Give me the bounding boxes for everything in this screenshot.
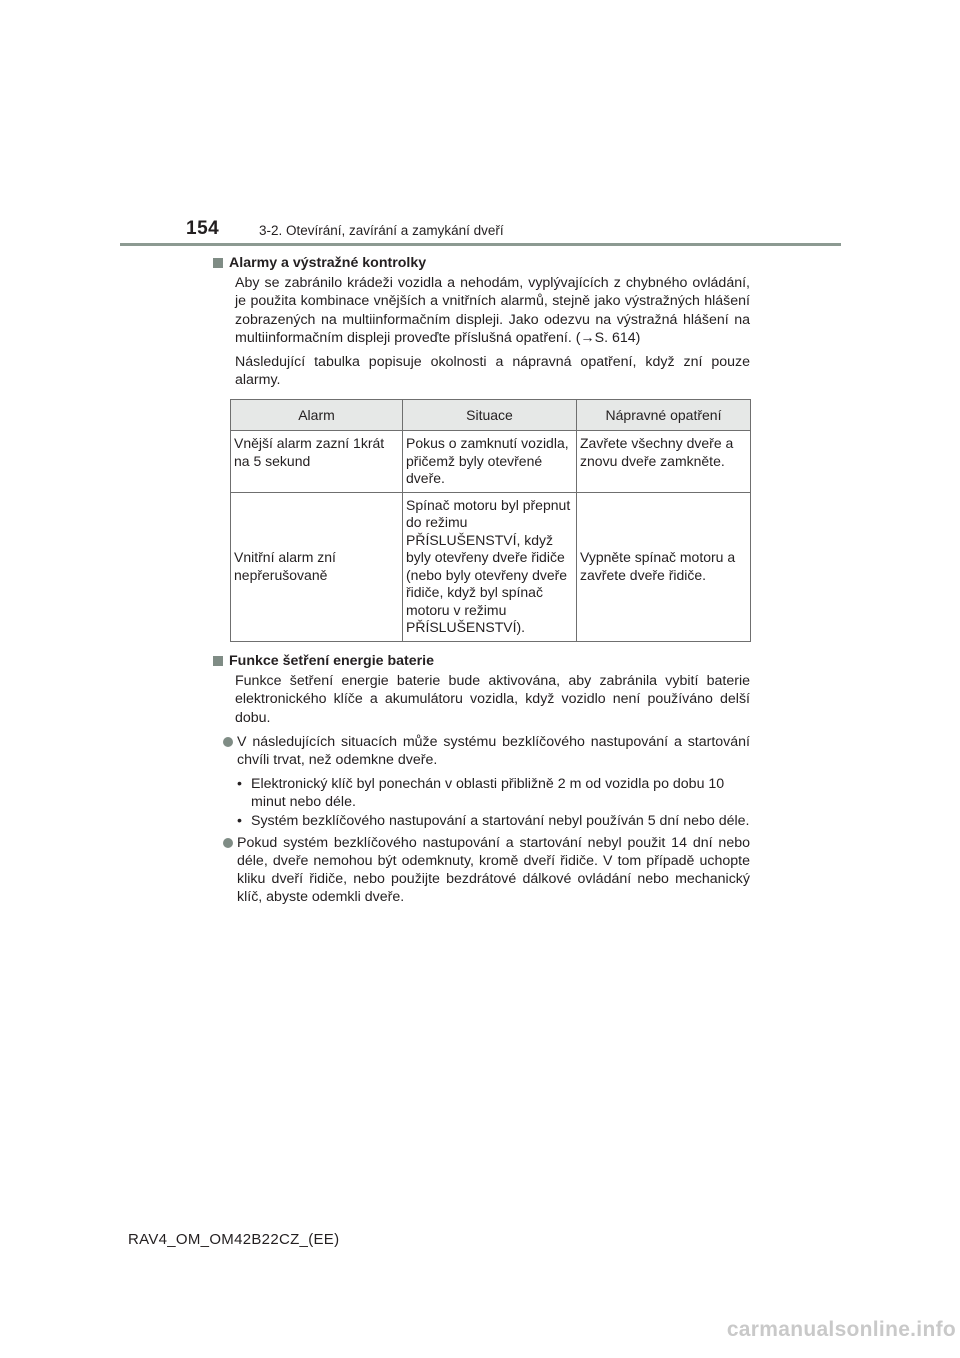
section-title-text: Funkce šetření energie baterie (229, 652, 435, 669)
circle-bullet-icon (223, 737, 233, 747)
running-head: 3-2. Otevírání, zavírání a zamykání dveří (259, 223, 504, 238)
sub-list-item-text: Elektronický klíč byl ponechán v oblasti přibližně 2 m od vozidla po dobu 10 minut nebo déle. (251, 776, 725, 811)
bullet-mark: • (237, 812, 242, 829)
section-title-alarms (210, 254, 750, 272)
table-header-situation: Situace (403, 400, 577, 431)
table-cell: Zavřete všechny dveře a znovu dveře zamkněte. (577, 431, 751, 493)
table-cell: Spínač motoru byl přepnut do režimu PŘÍSLUŠENSTVÍ, když byly otevřeny dveře řidiče (nebo byly otevřeny dveře řidiče, když byl spínač motoru v režimu PŘÍSLUŠENSTVÍ). (403, 492, 577, 641)
square-bullet-icon (213, 258, 223, 268)
sub-list (237, 775, 750, 830)
sub-list-item (237, 812, 750, 830)
bullet-mark: • (237, 776, 242, 793)
paragraph: Následující tabulka popisuje okolnosti a nápravná opatření, když zní pouze alarmy. (235, 354, 750, 389)
table-header-alarm: Alarm (231, 400, 403, 431)
document-code: RAV4_OM_OM42B22CZ_(EE) (128, 1231, 340, 1248)
alarm-table (230, 399, 751, 642)
table-row (231, 431, 751, 493)
page-content (210, 254, 750, 913)
table-cell: Vypněte spínač motoru a zavřete dveře řidiče. (577, 492, 751, 641)
sub-list-item (237, 775, 750, 811)
table-header-row (231, 400, 751, 431)
list-item-text: Pokud systém bezklíčového nastupování a startování nebyl použit 14 dní nebo déle, dveře nemohou být odemknuty, kromě dveří řidiče. V tom případě uchopte kliku dveří řidiče, nebo použijte bezdrátové dálkové ovládání nebo mechanický klíč, abyste odemkli dveře. (237, 834, 750, 906)
list-item (223, 733, 750, 769)
table-cell: Vnitřní alarm zní nepřerušovaně (231, 492, 403, 641)
list-item-text: V následujících situacích může systému bezklíčového nastupování a startování chvíli trvat, než odemkne dveře. (237, 733, 750, 768)
paragraph: Funkce šetření energie baterie bude aktivována, aby zabránila vybití baterie elektronického klíče a akumulátoru vozidla, když vozidlo není používáno delší dobu. (235, 673, 750, 726)
watermark: carmanualsonline.info (726, 1318, 956, 1341)
circle-bullet-icon (223, 838, 233, 848)
paragraph: Aby se zabránilo krádeži vozidla a nehodám, vyplývajících z chybného ovládání, je použita kombinace vnějších a vnitřních alarmů, stejně jako výstražných hlášení zobrazených na multiinformačním displeji. Jako odezvu na výstražná hlášení na multiinformačním displeji proveďte příslušná opatření. (→S. 614) (235, 275, 750, 346)
table-cell: Vnější alarm zazní 1krát na 5 sekund (231, 431, 403, 493)
table-cell: Pokus o zamknutí vozidla, přičemž byly otevřené dveře. (403, 431, 577, 493)
section-title-text: Alarmy a výstražné kontrolky (229, 255, 427, 271)
header-rule (120, 243, 841, 246)
table-row (231, 492, 751, 641)
list-item (223, 834, 750, 907)
page-number: 154 (186, 218, 220, 239)
sub-list-item-text: Systém bezklíčového nastupování a startování nebyl používán 5 dní nebo déle. (251, 812, 750, 829)
table-header-remedy: Nápravné opatření (577, 400, 751, 431)
section-title-battery-saving (210, 652, 750, 670)
square-bullet-icon (213, 656, 223, 666)
